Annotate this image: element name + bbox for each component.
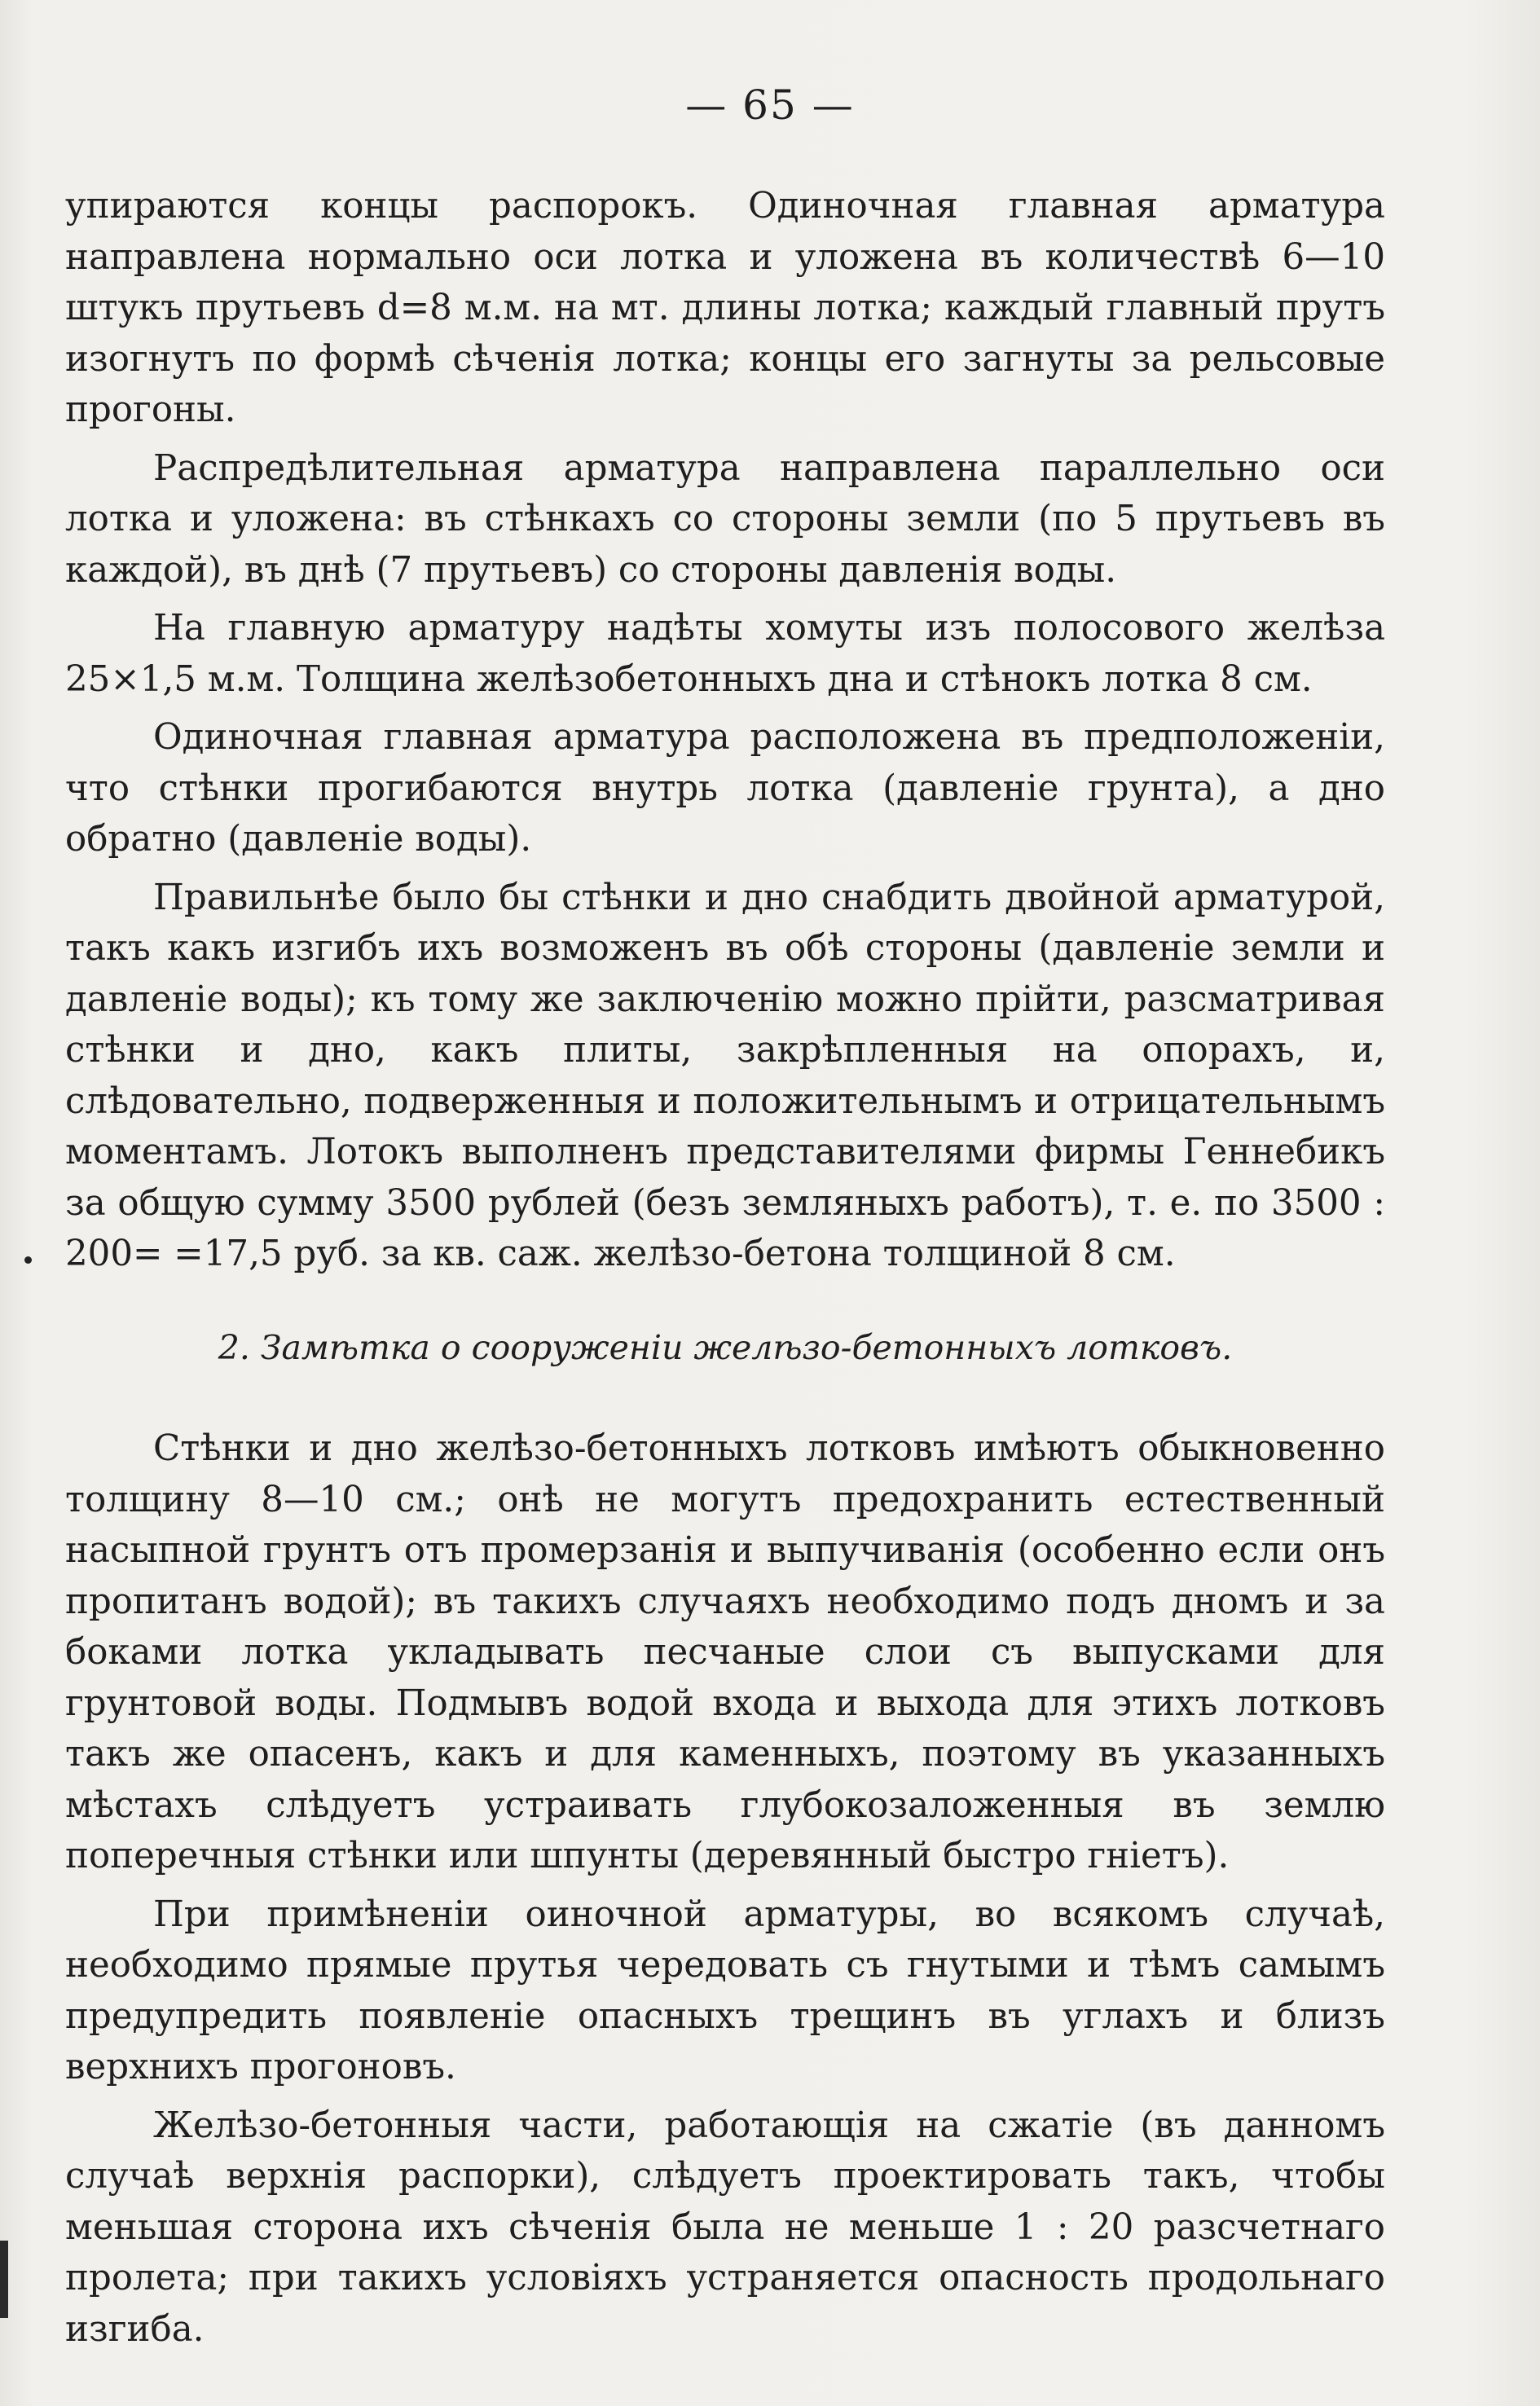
binding-edge-mark (0, 2241, 8, 2318)
section-heading: 2. Замѣтка о сооруженіи желѣзо-бетонныхъ лотковъ. (218, 1327, 1233, 1367)
paragraph: Стѣнки и дно желѣзо-бетонныхъ лотковъ имѣютъ обыкновенно толщину 8—10 см.; онѣ не могутъ предохранить естественный насыпной грунтъ отъ промерзанія и выпучиванія (особенно если онъ пропитанъ водой); въ такихъ случаяхъ необходимо подъ дномъ и за боками лотка укладывать песчаные слои съ выпусками для грунтовой воды. Подмывъ водой входа и выхода для этихъ лотковъ такъ же опасенъ, какъ и для каменныхъ, поэтому въ указанныхъ мѣстахъ слѣдуетъ устраивать глубокозаложенныя въ землю поперечныя стѣнки или шпунты (деревянный быстро гніетъ). (65, 1428, 1385, 1876)
paragraph: Одиночная главная арматура расположена въ предположеніи, что стѣнки прогибаются внутрь лотка (давленіе грунта), а дно обратно (давленіе воды). (65, 717, 1385, 860)
paragraph: При примѣненіи оиночной арматуры, во всякомъ случаѣ, необходимо прямые прутья чередовать съ гнутыми и тѣмъ самымъ предупредить появленіе опасныхъ трещинъ въ углахъ и близъ верхнихъ прогоновъ. (65, 1894, 1385, 2087)
paragraph: Распредѣлительная арматура направлена параллельно оси лотка и уложена: въ стѣнкахъ со стороны земли (по 5 прутьевъ въ каждой), въ днѣ (7 прутьевъ) со стороны давленія воды. (65, 447, 1385, 591)
paragraph: На главную арматуру надѣты хомуты изъ полосового желѣза 25×1,5 м.м. Толщина желѣзобетонныхъ дна и стѣнокъ лотка 8 см. (65, 608, 1385, 700)
paragraph: Правильнѣе было бы стѣнки и дно снабдить двойной арматурой, такъ какъ изгибъ ихъ возможенъ въ обѣ стороны (давленіе земли и давленіе воды); къ тому же заключенію можно прійти, разсматривая стѣнки и дно, какъ плиты, закрѣпленныя на опорахъ, и, слѣдовательно, подверженныя и положительнымъ и отрицательнымъ моментамъ. Лотокъ выполненъ представителями фирмы Геннебикъ за общую сумму 3500 рублей (безъ земляныхъ работъ), т. е. по 3500 : 200= =17,5 руб. за кв. саж. желѣзо-бетона толщиной 8 см. (65, 877, 1385, 1274)
page-number: — 65 — (685, 81, 855, 129)
paragraph: Желѣзо-бетонныя части, работающія на сжатіе (въ данномъ случаѣ верхнія распорки), слѣдуетъ проектировать такъ, чтобы меньшая сторона ихъ сѣченія была не меньше 1 : 20 разсчетнаго пролета; при такихъ условіяхъ устраняется опасность продольнаго изгиба. (65, 2105, 1385, 2350)
body-text (65, 181, 1385, 2362)
paragraph: упираются концы распорокъ. Одиночная главная арматура направлена нормально оси лотка и уложена въ количествѣ 6—10 штукъ прутьевъ d=8 м.м. на мт. длины лотка; каждый главный прутъ изогнутъ по формѣ сѣченія лотка; концы его загнуты за рельсовые прогоны. (65, 186, 1385, 430)
margin-dot (24, 1256, 32, 1264)
